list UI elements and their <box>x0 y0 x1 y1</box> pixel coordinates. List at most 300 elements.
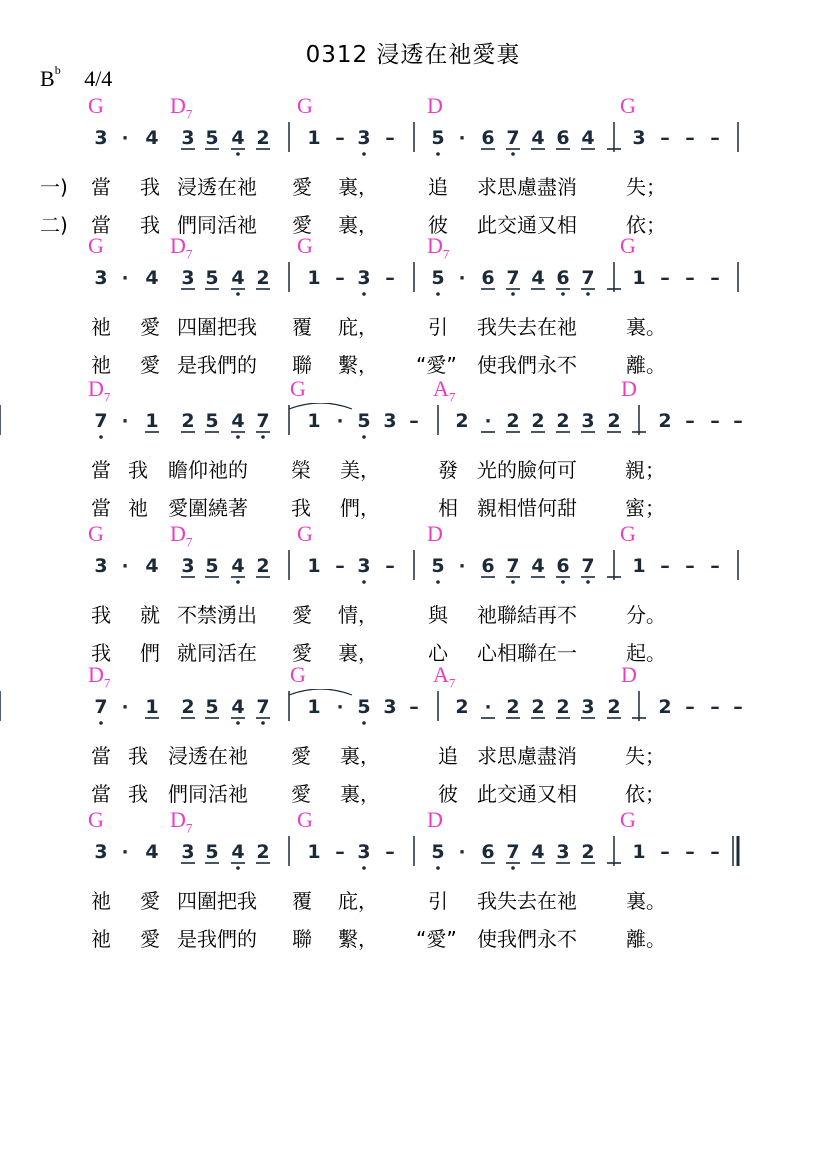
lyric-line-1 <box>0 172 826 206</box>
lyric-text: 我 <box>128 744 148 768</box>
chord-root: A <box>433 376 449 401</box>
lyric-text: “愛” <box>416 927 457 951</box>
note: 2 <box>556 410 570 432</box>
jianpu-staff <box>0 403 826 451</box>
note: 3 <box>632 127 646 149</box>
lyric-text: 與 <box>428 603 448 627</box>
lyric-text: 引 <box>428 889 448 913</box>
note: 4 <box>531 267 545 289</box>
lyric-text: 相 <box>438 496 458 520</box>
dash-mark: – <box>733 696 743 718</box>
lyric-text: 求思慮盡消 <box>477 744 577 768</box>
dash-mark: – <box>385 127 395 149</box>
octave-dot <box>236 721 240 725</box>
lyric-text: 使我們永不 <box>477 927 577 951</box>
dot-mark: · <box>121 268 129 289</box>
octave-dot <box>99 721 103 725</box>
note: 4 <box>231 555 245 577</box>
octave-dot <box>586 580 590 584</box>
dot-mark: · <box>484 697 492 718</box>
octave-dot <box>511 580 515 584</box>
note: 5 <box>205 127 219 149</box>
lyric-text: 裏， <box>340 744 380 768</box>
octave-dot <box>561 292 565 296</box>
octave-dot <box>261 435 265 439</box>
jianpu-staff <box>0 834 826 882</box>
octave-dot <box>236 580 240 584</box>
dash-mark: – <box>685 555 695 577</box>
chord-root: G <box>620 93 636 118</box>
note: 7 <box>256 696 270 718</box>
lyric-text: 離。 <box>626 927 666 951</box>
chord-root: D <box>88 376 104 401</box>
note: 7 <box>506 555 520 577</box>
lyric-line-1 <box>0 312 826 346</box>
octave-dot <box>236 152 240 156</box>
lyric-text: 愛 <box>140 889 160 913</box>
lyric-text: 心相聯在一 <box>477 641 577 665</box>
lyric-text: 親； <box>625 458 665 482</box>
verse-label: 一) <box>40 175 68 199</box>
octave-dot <box>511 152 515 156</box>
lyric-text: 離。 <box>626 353 666 377</box>
note: 1 <box>632 841 646 863</box>
note: 3 <box>556 841 570 863</box>
note: 3 <box>94 267 108 289</box>
note: 4 <box>531 555 545 577</box>
lyric-line-1 <box>0 600 826 634</box>
dash-mark: – <box>685 267 695 289</box>
key-accidental: b <box>54 62 61 77</box>
lyric-text: 是我們的 <box>177 927 257 951</box>
chord-root: G <box>297 233 313 258</box>
note: 1 <box>632 267 646 289</box>
chord-root: G <box>297 807 313 832</box>
octave-dot <box>362 866 366 870</box>
lyric-text: 我 <box>91 603 111 627</box>
dash-mark: – <box>710 696 720 718</box>
chord-root: D <box>88 662 104 687</box>
note: 7 <box>94 696 108 718</box>
dot-mark: · <box>458 268 466 289</box>
note: 5 <box>205 555 219 577</box>
lyric-text: “愛” <box>416 353 457 377</box>
octave-dot <box>362 292 366 296</box>
lyric-text: 覆 <box>292 315 312 339</box>
chord-row <box>0 522 826 548</box>
lyric-text: 愛 <box>140 353 160 377</box>
octave-dot <box>436 580 440 584</box>
chord-symbol <box>297 522 313 546</box>
note: 3 <box>357 127 371 149</box>
chord-extension: 7 <box>185 246 193 262</box>
note: 6 <box>481 127 495 149</box>
note: 6 <box>556 127 570 149</box>
lyric-text: 我 <box>291 496 311 520</box>
note: 2 <box>181 410 195 432</box>
note: 5 <box>431 555 445 577</box>
chord-root: D <box>170 233 186 258</box>
dash-mark: – <box>710 267 720 289</box>
note: 5 <box>357 696 371 718</box>
lyric-text: 追 <box>428 175 448 199</box>
dash-mark: – <box>710 410 720 432</box>
chord-extension: 7 <box>442 246 450 262</box>
note: 5 <box>205 410 219 432</box>
lyric-text: 彼 <box>428 213 448 237</box>
note: 6 <box>556 267 570 289</box>
dot-mark: · <box>121 842 129 863</box>
chord-symbol <box>621 377 637 401</box>
lyric-text: 就同活在 <box>177 641 257 665</box>
lyric-text: 祂聯結再不 <box>477 603 577 627</box>
dash-mark: – <box>335 841 345 863</box>
note: 3 <box>383 696 397 718</box>
lyric-text: 依； <box>626 213 666 237</box>
lyric-text: 瞻仰祂的 <box>168 458 248 482</box>
dot-mark: · <box>484 411 492 432</box>
dash-mark: – <box>733 410 743 432</box>
chord-symbol <box>290 663 306 687</box>
dot-mark: · <box>121 128 129 149</box>
lyric-text: 愛 <box>292 213 312 237</box>
note: 7 <box>506 267 520 289</box>
lyric-text: 聯 <box>292 353 312 377</box>
dot-mark: · <box>336 697 344 718</box>
lyric-text: 我 <box>128 782 148 806</box>
chord-symbol <box>620 94 636 118</box>
note: 2 <box>658 696 672 718</box>
lyric-text: 們同活祂 <box>177 213 257 237</box>
note: 1 <box>307 267 321 289</box>
dash-mark: – <box>409 410 419 432</box>
lyric-text: 當 <box>91 496 111 520</box>
key-signature <box>40 62 113 92</box>
note: 3 <box>181 267 195 289</box>
chord-root: G <box>290 662 306 687</box>
lyric-text: 就 <box>140 603 160 627</box>
lyric-text: 起。 <box>626 641 666 665</box>
note: 1 <box>307 555 321 577</box>
chord-root: G <box>620 521 636 546</box>
jianpu-staff <box>0 548 826 596</box>
chord-symbol <box>88 234 104 258</box>
note: 7 <box>506 127 520 149</box>
note: 2 <box>531 410 545 432</box>
dash-mark: – <box>660 267 670 289</box>
chord-symbol <box>297 94 313 118</box>
note: 4 <box>531 127 545 149</box>
lyric-text: 當 <box>91 782 111 806</box>
octave-dot <box>436 152 440 156</box>
lyric-text: 聯 <box>292 927 312 951</box>
lyric-line-1 <box>0 741 826 775</box>
lyric-text: 裏， <box>338 213 378 237</box>
chord-symbol <box>621 663 637 687</box>
dash-mark: – <box>710 127 720 149</box>
note: 2 <box>256 127 270 149</box>
lyric-text: 浸透在祂 <box>177 175 257 199</box>
note: 1 <box>145 410 159 432</box>
notation-row <box>0 120 826 164</box>
lyric-text: 美， <box>340 458 380 482</box>
chord-symbol <box>290 377 306 401</box>
note: 3 <box>357 267 371 289</box>
lyric-text: 發 <box>438 458 458 482</box>
note: 6 <box>481 267 495 289</box>
lyric-text: 失； <box>626 175 666 199</box>
lyric-text: 此交通又相 <box>477 213 577 237</box>
chord-root: D <box>427 233 443 258</box>
chord-symbol <box>427 808 443 832</box>
octave-dot <box>362 435 366 439</box>
note: 5 <box>431 127 445 149</box>
chord-root: D <box>427 521 443 546</box>
dot-mark: · <box>458 556 466 577</box>
jianpu-staff <box>0 260 826 308</box>
lyric-text: 裏。 <box>626 889 666 913</box>
lyric-text: 我失去在祂 <box>477 889 577 913</box>
dot-mark: · <box>458 842 466 863</box>
lyric-text: 裏， <box>340 782 380 806</box>
lyric-text: 愛 <box>292 175 312 199</box>
note: 4 <box>581 127 595 149</box>
lyric-line-1 <box>0 455 826 489</box>
lyric-text: 分。 <box>626 603 666 627</box>
lyric-text: 當 <box>91 744 111 768</box>
note: 1 <box>145 696 159 718</box>
dash-mark: – <box>710 841 720 863</box>
octave-dot <box>586 292 590 296</box>
dash-mark: – <box>409 696 419 718</box>
chord-root: D <box>170 807 186 832</box>
dot-mark: · <box>121 697 129 718</box>
note: 2 <box>256 841 270 863</box>
note: 5 <box>431 267 445 289</box>
note: 3 <box>581 410 595 432</box>
note: 6 <box>556 555 570 577</box>
notation-row <box>0 689 826 733</box>
note: 1 <box>307 696 321 718</box>
chord-row <box>0 663 826 689</box>
chord-root: G <box>88 521 104 546</box>
octave-dot <box>362 721 366 725</box>
lyric-text: 愛圍繞著 <box>168 496 248 520</box>
lyric-text: 心 <box>428 641 448 665</box>
chord-row <box>0 808 826 834</box>
chord-root: G <box>297 93 313 118</box>
lyric-text: 情， <box>338 603 378 627</box>
lyric-text: 四圍把我 <box>177 315 257 339</box>
lyric-text: 愛 <box>140 315 160 339</box>
lyric-text: 們同活祂 <box>168 782 248 806</box>
chord-root: D <box>621 376 637 401</box>
note: 2 <box>256 267 270 289</box>
note: 1 <box>632 555 646 577</box>
chord-symbol <box>427 522 443 546</box>
octave-dot <box>362 152 366 156</box>
note: 4 <box>531 841 545 863</box>
chord-root: G <box>290 376 306 401</box>
lyric-text: 愛 <box>292 641 312 665</box>
dot-mark: · <box>336 411 344 432</box>
lyric-text: 覆 <box>292 889 312 913</box>
note: 1 <box>307 841 321 863</box>
note: 6 <box>481 841 495 863</box>
key-name: B <box>40 66 55 91</box>
dash-mark: – <box>660 555 670 577</box>
chord-symbol <box>297 808 313 832</box>
note: 3 <box>581 696 595 718</box>
chord-symbol <box>427 94 443 118</box>
chord-root: G <box>620 233 636 258</box>
lyric-text: 親相惜何甜 <box>477 496 577 520</box>
octave-dot <box>511 866 515 870</box>
lyric-text: 當 <box>91 458 111 482</box>
lyric-text: 引 <box>428 315 448 339</box>
chord-extension: 7 <box>448 389 456 405</box>
note: 4 <box>231 696 245 718</box>
note: 4 <box>231 267 245 289</box>
note: 2 <box>181 696 195 718</box>
lyric-text: 祂 <box>128 496 148 520</box>
notation-row <box>0 260 826 304</box>
dot-mark: · <box>121 556 129 577</box>
lyric-text: 庇， <box>338 889 378 913</box>
note: 4 <box>145 555 159 577</box>
dash-mark: – <box>335 555 345 577</box>
note: 3 <box>181 555 195 577</box>
lyric-text: 使我們永不 <box>477 353 577 377</box>
chord-row <box>0 377 826 403</box>
lyric-text: 繫， <box>338 353 378 377</box>
lyric-text: 是我們的 <box>177 353 257 377</box>
note: 2 <box>607 410 621 432</box>
chord-symbol <box>88 522 104 546</box>
time-signature: 4/4 <box>84 66 113 91</box>
notation-row <box>0 834 826 878</box>
lyric-text: 們， <box>340 496 380 520</box>
lyric-text: 依； <box>625 782 665 806</box>
lyric-text: 們 <box>140 641 160 665</box>
lyric-text: 愛 <box>291 744 311 768</box>
chord-symbol <box>620 522 636 546</box>
note: 2 <box>581 841 595 863</box>
note: 4 <box>145 127 159 149</box>
note: 4 <box>145 267 159 289</box>
chord-root: G <box>297 521 313 546</box>
chord-root: D <box>621 662 637 687</box>
note: 5 <box>431 841 445 863</box>
slur <box>289 689 352 695</box>
octave-dot <box>436 292 440 296</box>
lyric-text: 愛 <box>291 782 311 806</box>
note: 4 <box>231 410 245 432</box>
note: 1 <box>307 127 321 149</box>
lyric-text: 裏， <box>338 175 378 199</box>
lyric-text: 當 <box>91 213 111 237</box>
octave-dot <box>362 580 366 584</box>
note: 7 <box>506 841 520 863</box>
chord-extension: 7 <box>103 675 111 691</box>
note: 3 <box>94 555 108 577</box>
dash-mark: – <box>660 127 670 149</box>
note: 3 <box>94 841 108 863</box>
lyric-text: 裏， <box>338 641 378 665</box>
dash-mark: – <box>710 555 720 577</box>
dash-mark: – <box>685 410 695 432</box>
jianpu-staff <box>0 120 826 168</box>
lyric-text: 祂 <box>91 927 111 951</box>
chord-row <box>0 94 826 120</box>
octave-dot <box>236 866 240 870</box>
note: 2 <box>607 696 621 718</box>
note: 5 <box>205 841 219 863</box>
note: 3 <box>357 555 371 577</box>
note: 3 <box>357 841 371 863</box>
lyric-text: 祂 <box>91 889 111 913</box>
note: 3 <box>181 127 195 149</box>
dash-mark: – <box>335 267 345 289</box>
note: 2 <box>658 410 672 432</box>
note: 3 <box>181 841 195 863</box>
dash-mark: – <box>385 841 395 863</box>
octave-dot <box>436 866 440 870</box>
chord-root: G <box>88 233 104 258</box>
lyric-text: 求思慮盡消 <box>477 175 577 199</box>
note: 4 <box>231 841 245 863</box>
note: 1 <box>307 410 321 432</box>
chord-extension: 7 <box>185 820 193 836</box>
note: 3 <box>94 127 108 149</box>
note: 5 <box>205 267 219 289</box>
chord-symbol <box>88 94 104 118</box>
lyric-text: 裏。 <box>626 315 666 339</box>
lyric-text: 我 <box>140 175 160 199</box>
note: 5 <box>205 696 219 718</box>
dash-mark: – <box>685 127 695 149</box>
chord-root: G <box>88 807 104 832</box>
dot-mark: · <box>458 128 466 149</box>
octave-dot <box>261 721 265 725</box>
note: 7 <box>581 555 595 577</box>
lyric-line-2 <box>0 924 826 958</box>
note: 7 <box>581 267 595 289</box>
note: 4 <box>145 841 159 863</box>
song-title: 0312 浸透在祂愛裏 <box>305 42 521 68</box>
chord-extension: 7 <box>103 389 111 405</box>
dash-mark: – <box>685 841 695 863</box>
lyric-text: 我 <box>140 213 160 237</box>
dash-mark: – <box>385 267 395 289</box>
chord-root: G <box>88 93 104 118</box>
note: 7 <box>94 410 108 432</box>
lyric-text: 四圍把我 <box>177 889 257 913</box>
chord-root: D <box>427 807 443 832</box>
lyric-text: 我失去在祂 <box>477 315 577 339</box>
chord-root: D <box>170 521 186 546</box>
note: 4 <box>231 127 245 149</box>
chord-row <box>0 234 826 260</box>
octave-dot <box>561 580 565 584</box>
note: 2 <box>506 410 520 432</box>
chord-extension: 7 <box>185 534 193 550</box>
jianpu-staff <box>0 689 826 737</box>
note: 5 <box>357 410 371 432</box>
lyric-text: 祂 <box>91 353 111 377</box>
lyric-text: 不禁湧出 <box>177 603 257 627</box>
dash-mark: – <box>660 841 670 863</box>
